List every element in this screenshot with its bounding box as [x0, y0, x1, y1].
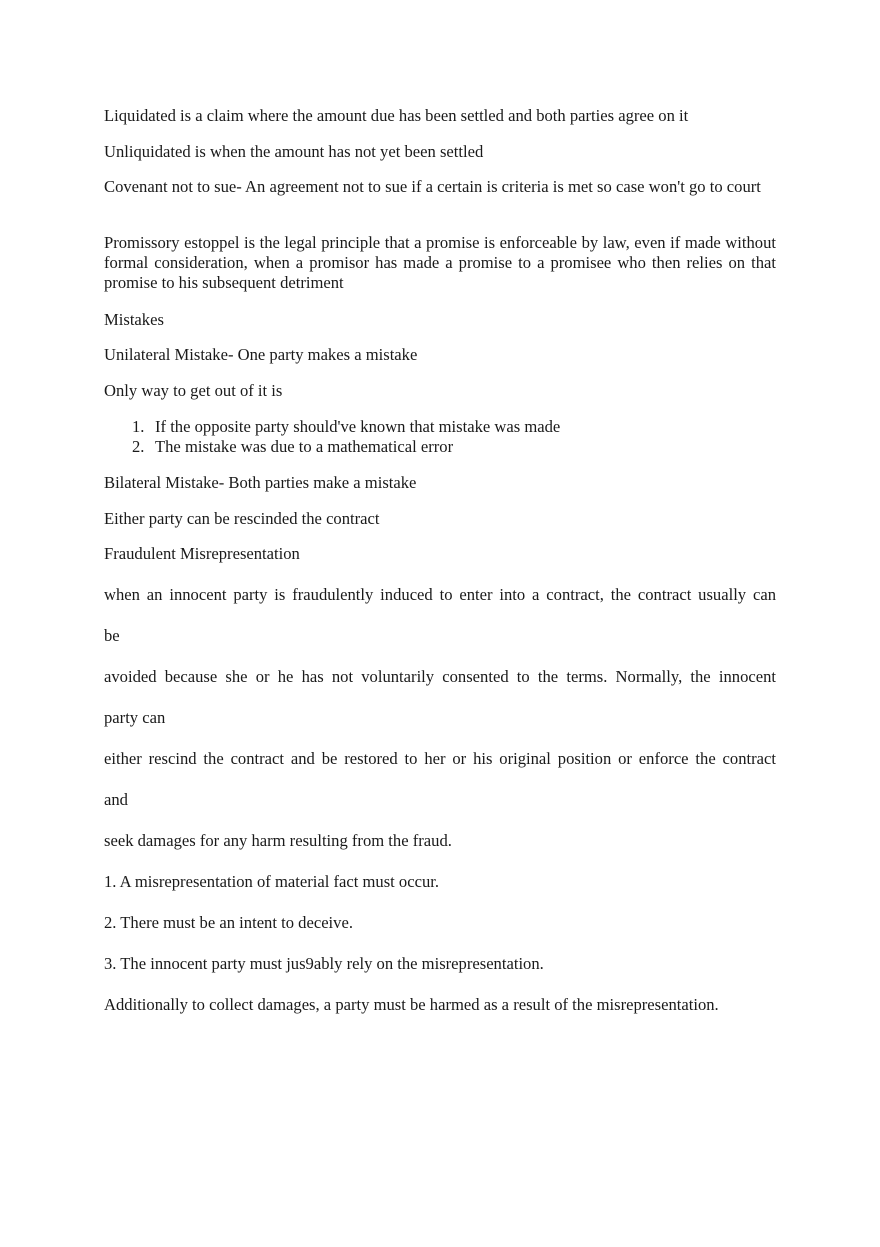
list-item-number: 2.	[132, 437, 145, 456]
paragraph-unliquidated: Unliquidated is when the amount has not yet been settled	[104, 142, 484, 161]
fraud-text-line: avoided because she or he has not voluntarily consented to the terms. Normally, the innocent	[104, 667, 776, 686]
fraud-element-1: 1. A misrepresentation of material fact must occur.	[104, 872, 440, 891]
heading-fraudulent-misrepresentation: Fraudulent Misrepresentation	[104, 544, 300, 563]
paragraph-unilateral-mistake: Unilateral Mistake- One party makes a mistake	[104, 345, 418, 364]
fraud-element-2: 2. There must be an intent to deceive.	[104, 913, 353, 932]
fraud-text-line: when an innocent party is fraudulently induced to enter into a contract, the contract usually can	[104, 585, 776, 604]
fraud-text-line: either rescind the contract and be restored to her or his original position or enforce the contract	[104, 749, 776, 768]
paragraph-promissory-estoppel: Promissory estoppel is the legal principle that a promise is enforceable by law, even if made without formal consideration, when a promisor has made a promise to a promisee who then relies on that promise to his subsequent detriment	[104, 233, 776, 292]
paragraph-covenant: Covenant not to sue- An agreement not to sue if a certain is criteria is met so case won't go to court	[104, 177, 761, 196]
list-item	[132, 417, 732, 437]
fraud-text-line: and	[104, 790, 128, 809]
fraud-text-line: be	[104, 626, 120, 645]
paragraph-only-way: Only way to get out of it is	[104, 381, 283, 400]
list-item-text: If the opposite party should've known that mistake was made	[155, 417, 561, 436]
paragraph-liquidated: Liquidated is a claim where the amount due has been settled and both parties agree on it	[104, 106, 689, 125]
fraud-text-line: seek damages for any harm resulting from the fraud.	[104, 831, 452, 850]
heading-mistakes: Mistakes	[104, 310, 164, 329]
list-item	[132, 437, 732, 457]
paragraph-bilateral-mistake: Bilateral Mistake- Both parties make a mistake	[104, 473, 417, 492]
paragraph-additionally: Additionally to collect damages, a party must be harmed as a result of the misrepresentation.	[104, 995, 719, 1014]
paragraph-either-party: Either party can be rescinded the contract	[104, 509, 380, 528]
fraud-text-line: party can	[104, 708, 166, 727]
list-item-number: 1.	[132, 417, 145, 436]
list-item-text: The mistake was due to a mathematical error	[155, 437, 454, 456]
fraud-element-3: 3. The innocent party must jus9ably rely on the misrepresentation.	[104, 954, 544, 973]
